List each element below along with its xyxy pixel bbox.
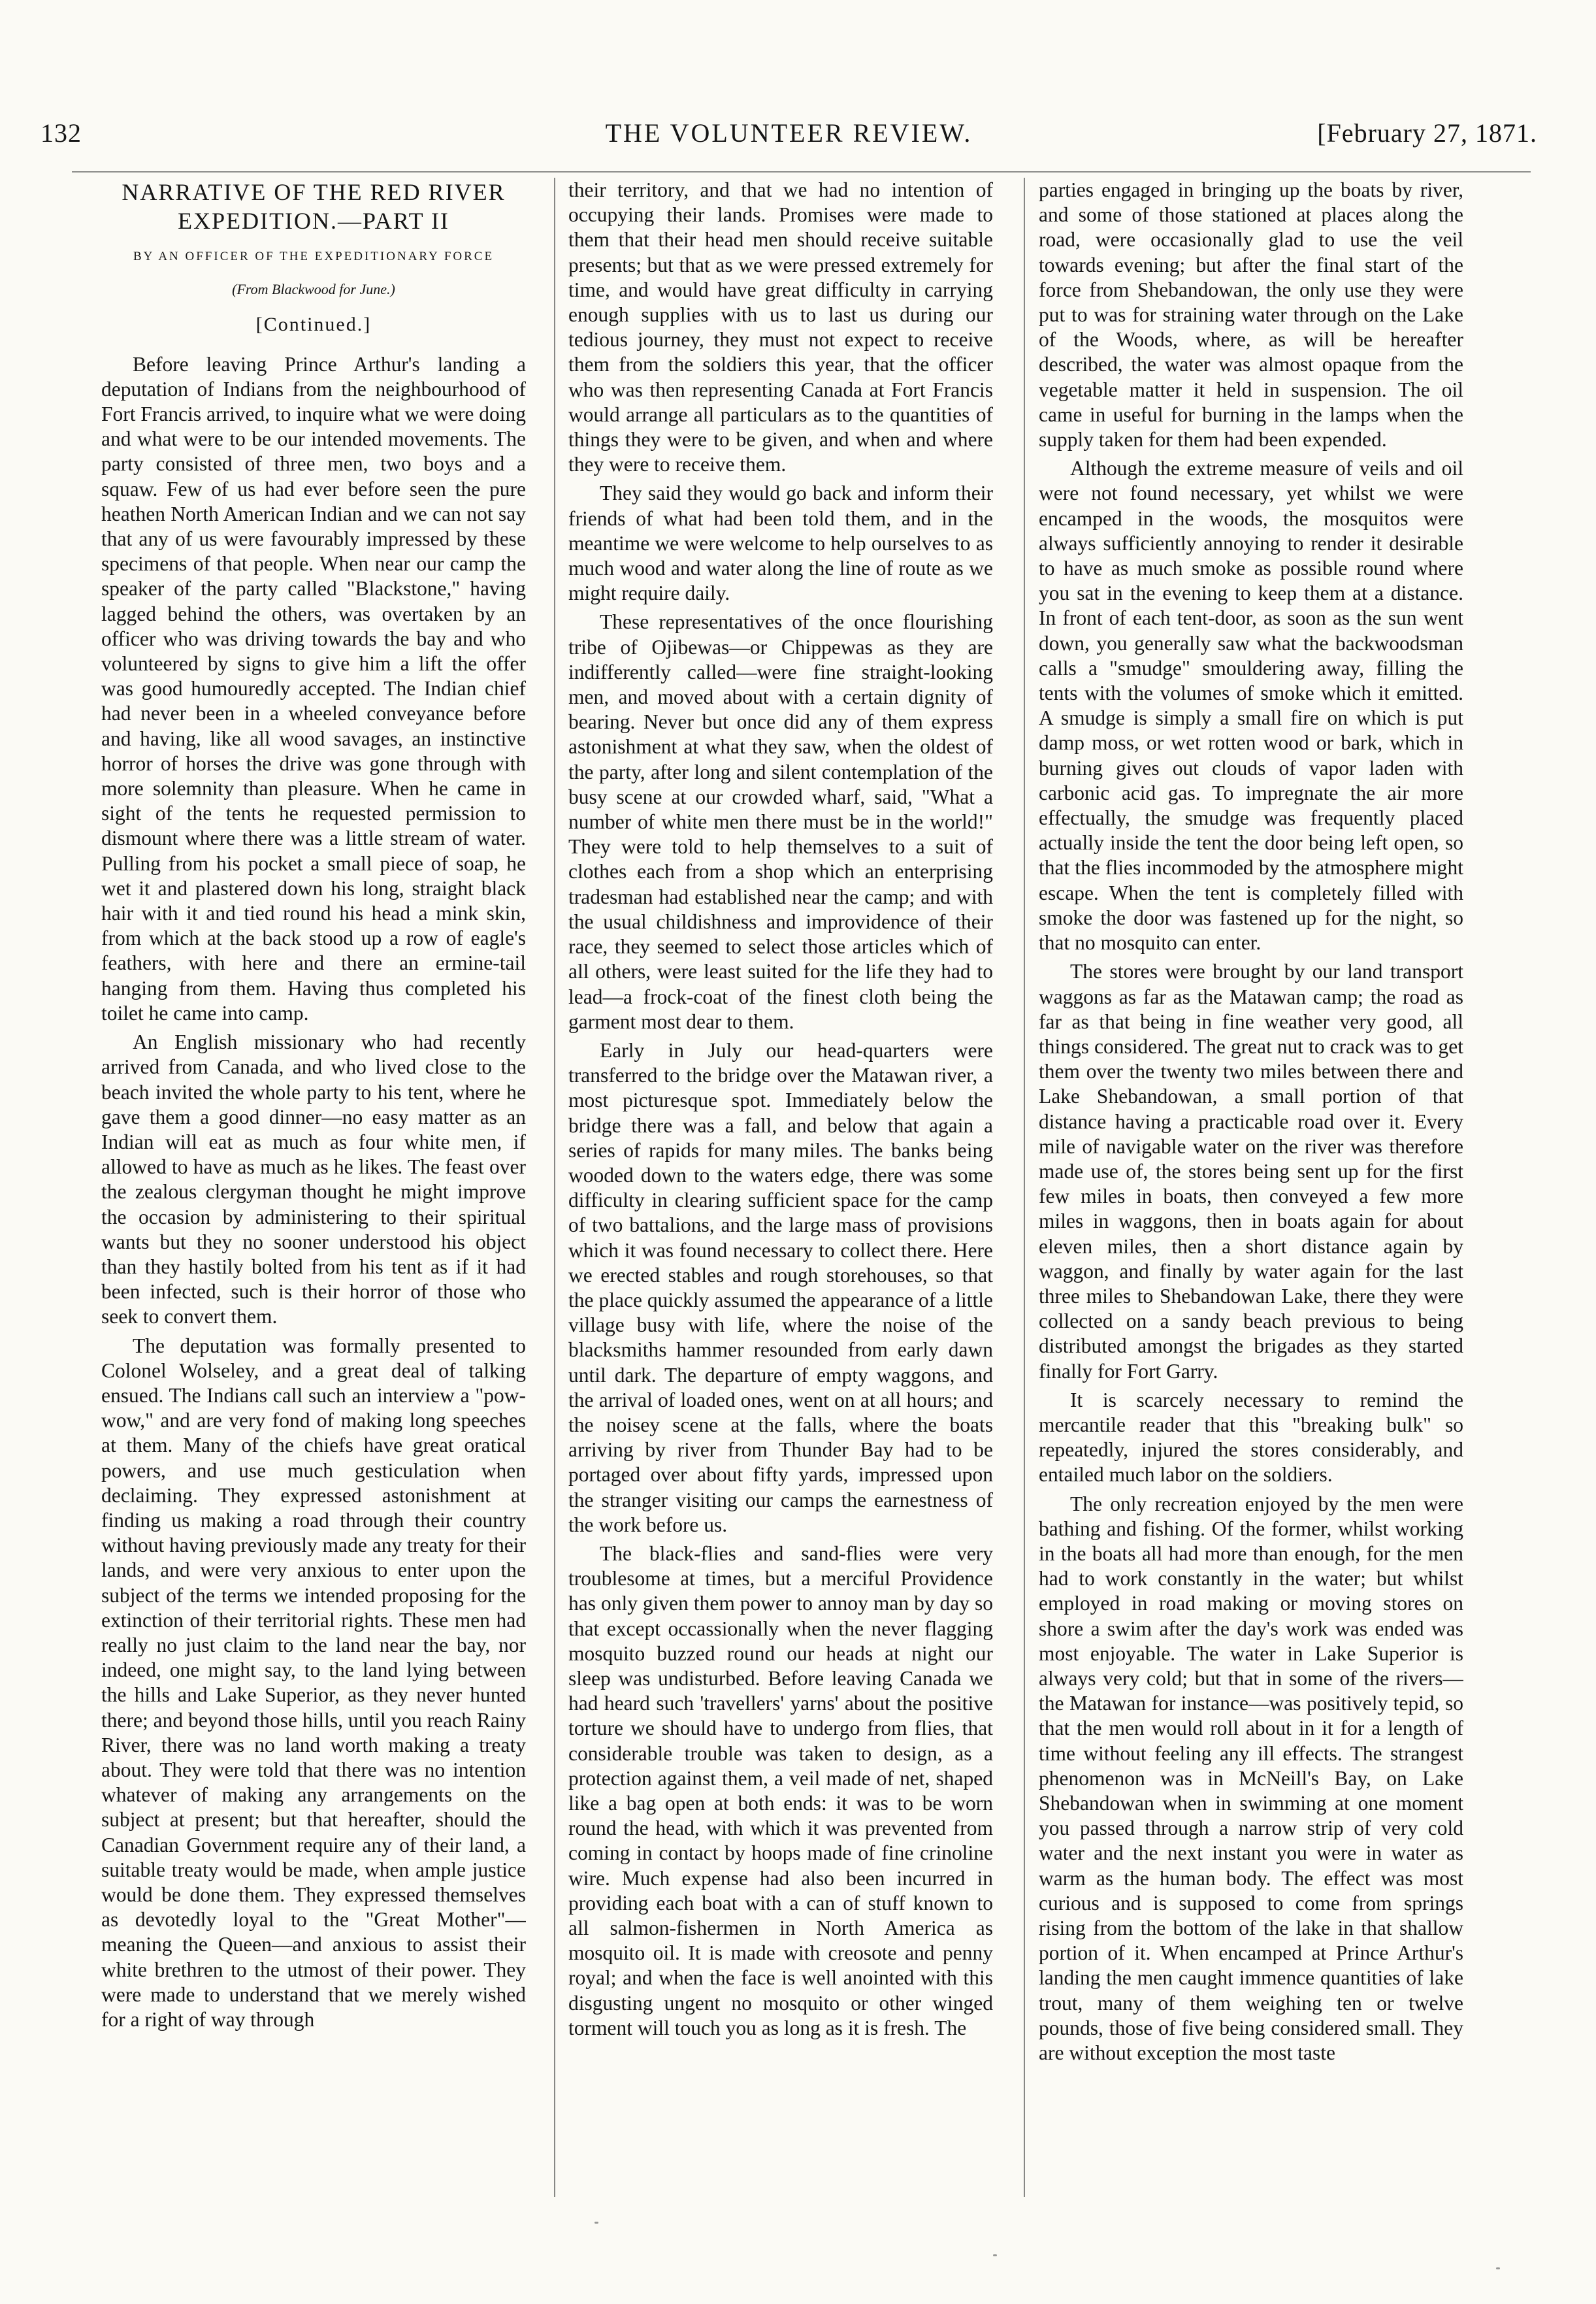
paragraph: The only recreation enjoyed by the men were bathing and fishing. Of the former, whilst working in the boats all had more than enough, for the men had to work constantly in the water; but whilst employed in road making or moving stores on shore a swim after the day's work was ended was most enjoyable. The water in Lake Superior is always very cold; but that in some of the rivers—the Matawan for instance—was positively tepid, so that the men would roll about in it for a length of time without feeling any ill effects. The strangest phenomenon was in McNeill's Bay, on Lake Shebandowan when in swimming at one moment you passed through a narrow strip of very cold water and the next instant you were in water as warm as the human body. The effect was most curious and is supposed to come from springs rising from the bottom of the lake in that shallow portion of it. When encamped at Prince Arthur's landing the men caught immence quantities of lake trout, many of them weighing ten or twelve pounds, those of five being considered small. They are without exception the most taste	[1039, 1492, 1463, 2065]
column-2	[568, 178, 993, 2197]
column-3	[1039, 178, 1463, 2197]
paragraph: An English missionary who had recently arrived from Canada, and who lived close to the beach invited the whole party to his tent, where he gave them a good dinner—no easy matter as an Indian will eat as much as four white men, if allowed to have as much as he likes. The feast over the zealous clergyman thought he might improve the occasion by administering to their spiritual wants but they no sooner understood his object than they hastily bolted from his tent as if it had been infected, such is their horror of those who seek to convert them.	[101, 1030, 526, 1328]
paragraph: Although the extreme measure of veils and oil were not found necessary, yet whilst we were encamped in the woods, the mosquitos were always sufficiently annoying to render it desirable to have as much smoke as possible round where you sat in the evening to keep them at a distance. In front of each tent-door, as soon as the sun went down, you generally saw what the backwoodsman calls a "smudge" smouldering away, filling the tents with the volumes of smoke which it emitted. A smudge is simply a small fire on which is put damp moss, or wet rotten wood or bark, which in burning gives out clouds of vapor laden with carbonic acid gas. To impregnate the air more effectually, the smudge was frequently placed actually inside the tent the door being left open, so that the flies incommoded by the atmosphere might escape. When the tent is completely filled with smoke the door was fastened up for the night, so that no mosquito can enter.	[1039, 457, 1463, 955]
column-1	[101, 178, 526, 2197]
paragraph: parties engaged in bringing up the boats by river, and some of those stationed at places along the road, were occasionally glad to use the veil towards evening; but after the final start of the force from Shebandowan, the only use they were put to was for straining water through on the Lake of the Woods, where, as will be hereafter described, the water was almost opaque from the vegetable matter it held in suspension. The oil came in useful for burning in the lamps when the supply taken for them had been expended.	[1039, 178, 1463, 452]
article-source: (From Blackwood for June.)	[232, 281, 395, 298]
print-speck	[1496, 2267, 1500, 2269]
paragraph: The black-flies and sand-flies were very troublesome at times, but a merciful Providence has only given them power to annoy man by day so that except occassionally when the never flagging mosquito buzzed round our heads at night our sleep was undisturbed. Before leaving Canada we had heard such 'travellers' yarns' about the positive torture we should have to undergo from flies, that considerable trouble was taken to design, as a protection against them, a veil made of net, shaped like a bag open at both ends: it was to be worn round the head, with which it was prevented from coming in contact by hoops made of fine crinoline wire. Much expense had also been incurred in providing each boat with a can of stuff known to all salmon-fishermen in North America as mosquito oil. It is made with creosote and penny royal; and when the face is well anointed with this disgusting ungent no mosquito or other winged torment will touch you as long as it is fresh. The	[568, 1541, 993, 2039]
print-speck	[594, 2222, 598, 2224]
paragraph: These representatives of the once flourishing tribe of Ojibewas—or Chippewas as they are indifferently called—were fine straight-looking men, and moved about with a certain dignity of bearing. Never but once did any of them express astonishment at what they saw, when the oldest of the party, after long and silent contemplation of the busy scene at our crowded wharf, said, "What a number of white men there must be in the world!" They were told to help themselves to a suit of clothes each from a shop which an enterprising tradesman had established near the camp; and with the usual childishness and improvidence of their race, they seemed to select those articles which of all others, were least suited for the life they had to lead—a frock-coat of the finest cloth being the garment most dear to them.	[568, 610, 993, 1033]
column-divider	[554, 178, 555, 2197]
article-title: NARRATIVE OF THE RED RIVER EXPEDITION.—PART II	[122, 179, 506, 234]
page-header	[41, 118, 1537, 161]
article-byline: BY AN OFFICER OF THE EXPEDITIONARY FORCE	[133, 250, 495, 263]
print-speck	[993, 2254, 997, 2256]
paragraph: Early in July our head-quarters were transferred to the bridge over the Matawan river, a most picturesque spot. Immediately below the bridge there was a fall, and below that again a series of rapids for many miles. The banks being wooded down to the waters edge, there was some difficulty in clearing sufficient space for the camp of two battalions, and the large mass of provisions which it was found necessary to collect there. Here we erected stables and rough storehouses, so that the place quickly assumed the appearance of a little village busy with life, where the noise of the blacksmiths hammer resounded from early dawn until dark. The departure of empty waggons, and the arrival of loaded ones, went on at all hours; and the noisey scene at the falls, where the boats arriving by river from Thunder Bay had to be portaged over about fifty yards, impressed upon the stranger visiting our camps the earnestness of the work before us.	[568, 1038, 993, 1536]
page-number: 132	[41, 118, 82, 148]
paragraph: They said they would go back and inform their friends of what had been told them, and in the meantime we were welcome to help ourselves to as much wood and water along the line of route as we might require daily.	[568, 482, 993, 605]
header-rule	[72, 171, 1531, 173]
paragraph: The deputation was formally presented to Colonel Wolseley, and a great deal of talking ensued. The Indians call such an interview a "pow-wow," and are very fond of making long speeches at them. Many of the chiefs have great oratical powers, and use much gesticulation when declaiming. They expressed astonishment at finding us making a road through their country without having previously made any treaty for their lands, and were very anxious to enter upon the subject of the terms we intended proposing for the extinction of their territorial rights. These men had really no just claim to the land near the bay, nor indeed, one might say, to the land lying between the hills and Lake Superior, as they never hunted there; and beyond those hills, until you reach Rainy River, there was no land worth making a treaty about. They were told that there was no intention whatever of making any arrangements on the subject at present; but that hereafter, should the Canadian Government require any of their land, a suitable treaty would be made, when ample justice would be done them. They expressed themselves as devotedly loyal to the "Great Mother"—meaning the Queen—and anxious to assist their white brethren to the utmost of their power. They were made to understand that we merely wished for a right of way through	[101, 1334, 526, 2032]
continued-label: [Continued.]	[255, 314, 372, 336]
paragraph: The stores were brought by our land transport waggons as far as the Matawan camp; the road as far as that being in fine weather very good, all things considered. The great nut to crack was to get them over the twenty two miles between there and Lake Shebandowan, a small portion of that distance having a practicable road over it. Every mile of navigable water on the river was therefore made use of, the stores being sent up for the first few miles in boats, then conveyed a few more miles in waggons, then in boats again for about eleven miles, then a short distance again by waggon, and finally by water again for the last three miles to Shebandowan Lake, there they were collected on a sandy beach previous to being distributed amongst the brigades as they started finally for Fort Garry.	[1039, 960, 1463, 1383]
paragraph: It is scarcely necessary to remind the mercantile reader that this "breaking bulk" so repeatedly, injured the stores considerably, and entailed much labor on the soldiers.	[1039, 1388, 1463, 1487]
issue-date: [February 27, 1871.	[1317, 118, 1537, 148]
paragraph: Before leaving Prince Arthur's landing a deputation of Indians from the neighbourhood of Fort Francis arrived, to inquire what we were doing and what were to be our intended movements. The party consisted of three men, two boys and a squaw. Few of us had ever before seen the pure heathen North American Indian and we can not say that any of us were favourably impressed by these specimens of that people. When near our camp the speaker of the party called "Blackstone," having lagged behind the others, was overtaken by an officer who was driving towards the bay and who volunteered by signs to give him a lift the offer was good humouredly accepted. The Indian chief had never been in a wheeled conveyance before and having, like all wood savages, an instinctive horror of horses the drive was gone through with more solemnity than pleasure. When he came in sight of the tents he requested permission to dismount where there was a little stream of water. Pulling from his pocket a small piece of soap, he wet it and plastered down his long, straight black hair with it and tied round his head a mink skin, from which at the back stood up a row of eagle's feathers, with here and there an ermine-tail hanging from them. Having thus completed his toilet he came into camp.	[101, 352, 526, 1025]
publication-title: THE VOLUNTEER REVIEW.	[605, 118, 973, 148]
paragraph: their territory, and that we had no intention of occupying their lands. Promises were made to them that their head men should receive suitable presents; but that as we were pressed extremely for time, and would have great difficulty in carrying enough supplies with us to last us during our tedious journey, they must not expect to receive them from the soldiers this year, that the officer who was then representing Canada at Fort Francis would arrange all particulars as to the quantities of things they were to be given, and when and where they were to receive them.	[568, 178, 993, 476]
column-divider	[1024, 178, 1025, 2197]
